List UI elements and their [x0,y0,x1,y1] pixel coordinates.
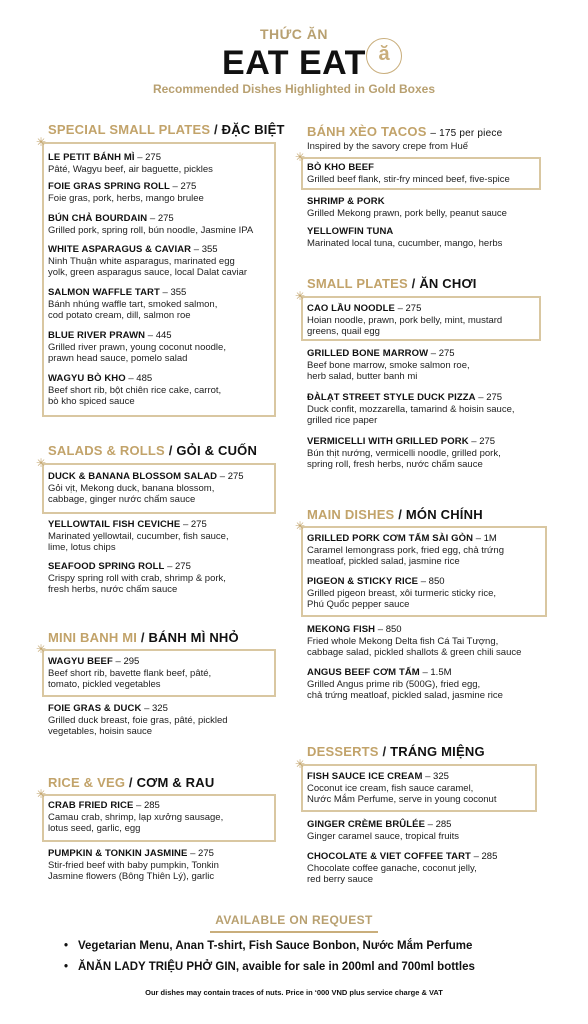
menu-item: PUMPKIN & TONKIN JASMINE – 275 Stir-fried beef with baby pumpkin, Tonkin Jasmine flowers (Bông Thiên Lý), garlic [48,848,273,883]
menu-item: CRAB FRIED RICE – 285 Camau crab, shrimp, lạp xưởng sausage, lotus seed, garlic, egg [48,800,273,835]
menu-item: GRILLED PORK CƠM TẤM SÀI GÒN – 1M Caramel lemongrass pork, fried egg, chả trứng meatloaf, pickled salad, jasmine rice [307,533,545,568]
item-desc: Chocolate coffee ganache, coconut jelly, red berry sauce [307,862,477,885]
item-desc: Grilled duck breast, foie gras, pâté, pickled vegetables, hoisin sauce [48,714,228,737]
item-price: 275 [486,392,503,403]
section-title-special: SPECIAL SMALL PLATES / ĐẶC BIỆT [48,122,285,137]
item-desc: Grilled pork, spring roll, bún noodle, Jasmine IPA [48,224,254,236]
item-name: WAGYU BEEF [48,656,113,667]
menu-item: SEAFOOD SPRING ROLL – 275 Crispy spring roll with crab, shrimp & pork, fresh herbs, nước chấm sauce [48,561,273,596]
section-title-vi: ĐẶC BIỆT [221,122,285,137]
item-price: 275 [198,848,214,859]
item-price: 325 [433,771,449,782]
item-desc: Marinated local tuna, cucumber, mango, herbs [307,237,503,249]
section-title-en: SPECIAL SMALL PLATES [48,122,211,137]
item-price: 275 [157,213,174,224]
item-name: DUCK & BANANA BLOSSOM SALAD [48,471,218,482]
item-name: ANGUS BEEF CƠM TẤM [307,667,420,678]
item-price: 275 [227,471,244,482]
section-title-vi: ĂN CHƠI [419,276,477,291]
page-title: EAT EAT [222,44,366,82]
star-icon: ✳ [295,519,306,533]
section-title-en: MINI BANH MI [48,630,138,645]
section-title-vi: GỎI & CUỐN [176,443,258,458]
item-name: SEAFOOD SPRING ROLL [48,561,165,572]
item-name: YELLOWFIN TUNA [307,226,394,237]
section-title-en: SALADS & ROLLS [48,443,165,458]
menu-item: FOIE GRAS & DUCK – 325 Grilled duck breast, foie gras, pâté, pickled vegetables, hoisin sauce [48,703,273,738]
item-price: 275 [180,181,197,192]
item-desc: Marinated yellowtail, cucumber, fish sauce, lime, lotus chips [48,530,229,553]
section-desc: Inspired by the savory crepe from Huế [307,141,469,152]
item-price: 325 [152,703,168,714]
item-price: 285 [481,851,498,862]
item-desc: Ginger caramel sauce, tropical fruits [307,830,460,842]
menu-item: VERMICELLI WITH GRILLED PORK – 275 Bún thịt nướng, vermicelli noodle, grilled pork, spring roll, fresh herbs, nước chấm sauce [307,436,547,471]
item-name: FISH SAUCE ICE CREAM [307,771,423,782]
section-title-en: RICE & VEG [48,775,126,790]
item-desc: Ninh Thuận white asparagus, marinated egg yolk, green asparagus sauce, local Dalat caviar [48,255,248,278]
fine-print: Our dishes may contain traces of nuts. Price in ‘000 VND plus service charge & VAT [145,988,443,997]
item-desc: Grilled pigeon breast, xôi turmeric sticky rice, Phú Quốc pepper sauce [307,587,497,610]
item-desc: Foie gras, pork, herbs, mango brulee [48,192,204,204]
menu-item: ĐÀLẠT STREET STYLE DUCK PIZZA – 275 Duck confit, mozzarella, tamarind & hoisin sauce, grilled rice paper [307,392,547,427]
section-title-vi: CƠM & RAU [136,775,215,790]
section-title-banhmi: MINI BANH MI / BÁNH MÌ NHỎ [48,630,239,645]
item-desc: Hoian noodle, prawn, pork belly, mint, mustard greens, quail egg [307,314,503,337]
item-name: GRILLED PORK CƠM TẤM SÀI GÒN [307,533,474,544]
item-desc: Grilled Mekong prawn, pork belly, peanut sauce [307,207,507,219]
item-desc: Beef bone marrow, smoke salmon roe, herb salad, butter banh mi [307,359,470,382]
star-icon: ✳ [295,289,306,303]
header-note: Recommended Dishes Highlighted in Gold Boxes [152,82,436,96]
item-price: 275 [479,436,496,447]
item-price: 355 [170,287,187,298]
star-icon: ✳ [295,757,306,771]
star-icon: ✳ [36,135,47,149]
menu-item: WHITE ASPARAGUS & CAVIAR – 355 Ninh Thuận white asparagus, marinated egg yolk, green asparagus sauce, local Dalat caviar [48,244,273,279]
menu-item: WAGYU BEEF – 295 Beef short rib, bavette flank beef, pâté, tomato, pickled vegetables [48,656,273,691]
menu-item: GRILLED BONE MARROW – 275 Beef bone marrow, smoke salmon roe, herb salad, butter banh mi [307,348,547,383]
star-icon: ✳ [36,787,47,801]
bullet-text: Vegetarian Menu, Anan T-shirt, Fish Sauce Bonbon, Nước Mắm Perfume [78,940,473,952]
menu-item: ANGUS BEEF CƠM TẤM – 1.5M Grilled Angus prime rib (500G), fried egg, chả trứng meatloaf, pickled salad, jasmine rice [307,667,557,702]
item-price: 275 [145,152,161,163]
item-desc: Grilled Angus prime rib (500G), fried egg, chả trứng meatloaf, pickled salad, jasmine rice [307,678,503,701]
title-underline [210,931,378,933]
item-name: PIGEON & STICKY RICE [307,576,419,587]
menu-item: DUCK & BANANA BLOSSOM SALAD – 275 Gỏi vịt, Mekong duck, banana blossom, cabbage, ginger nước chấm sauce [48,471,273,506]
item-price: 275 [405,303,422,314]
item-price: 445 [155,330,172,341]
item-desc: Pâté, Wagyu beef, air baguette, pickles [48,163,213,175]
item-name: VERMICELLI WITH GRILLED PORK [307,436,469,447]
item-price: 850 [428,576,445,587]
menu-item [307,162,539,185]
section-title-desserts: DESSERTS / TRÁNG MIỆNG [307,744,485,759]
item-price: 285 [435,819,452,830]
header-subtitle: THỨC ĂN [260,26,328,42]
footer-bullet [64,940,472,952]
menu-item: BÚN CHẢ BOURDAIN – 275 Grilled pork, spring roll, bún noodle, Jasmine IPA [48,213,273,236]
bullet-icon: • [64,961,69,973]
menu-item: SALMON WAFFLE TART – 355 Bánh nhúng waffle tart, smoked salmon, cod potato cream, dill, salmon roe [48,287,273,322]
section-title-en: SMALL PLATES [307,276,408,291]
item-name: CHOCOLATE & VIET COFFEE TART [307,851,471,862]
menu-item: GINGER CRÈME BRÛLÉE – 285 Ginger caramel sauce, tropical fruits [307,819,547,842]
item-desc: Bánh nhúng waffle tart, smoked salmon, cod potato cream, dill, salmon roe [48,298,218,321]
item-name: ĐÀLẠT STREET STYLE DUCK PIZZA [307,392,476,403]
item-price: 275 [175,561,191,572]
item-price: 295 [123,656,140,667]
item-name: GINGER CRÈME BRÛLÉE [307,819,426,830]
item-price: 1.5M [430,667,452,678]
section-title-salads: SALADS & ROLLS / GỎI & CUỐN [48,443,258,458]
menu-item: CHOCOLATE & VIET COFFEE TART – 285 Chocolate coffee ganache, coconut jelly, red berry sauce [307,851,547,886]
item-name: CAO LẦU NOODLE [307,303,395,314]
available-on-request-title: AVAILABLE ON REQUEST [215,913,373,927]
section-title-vi: TRÁNG MIỆNG [390,744,485,759]
item-name: WAGYU BÒ KHO [48,373,126,384]
menu-item: YELLOWTAIL FISH CEVICHE – 275 Marinated yellowtail, cucumber, fish sauce, lime, lotus chips [48,519,273,554]
section-title-en: DESSERTS [307,744,379,759]
section-title-vi: BÁNH MÌ NHỎ [148,630,239,645]
item-name: WHITE ASPARAGUS & CAVIAR [48,244,192,255]
item-price: 285 [143,800,160,811]
item-name: BÒ KHO BEEF [307,162,375,173]
item-name: LE PETIT BÁNH MÌ [48,152,135,163]
item-desc: Duck confit, mozzarella, tamarind & hoisin sauce, grilled rice paper [307,403,515,426]
item-name: BÚN CHẢ BOURDAIN [48,213,148,224]
section-title-en: BÁNH XÈO TACOS [307,124,427,139]
item-price: 275 [438,348,455,359]
item-price: 1M [483,533,497,544]
star-icon: ✳ [36,456,47,470]
item-desc: Crispy spring roll with crab, shrimp & pork, fresh herbs, nước chấm sauce [48,572,226,595]
item-name: CRAB FRIED RICE [48,800,134,811]
item-desc: Beef short rib, bột chiên rice cake, carrot, bò kho spiced sauce [48,384,222,407]
item-name: GRILLED BONE MARROW [307,348,429,359]
item-desc: Coconut ice cream, fish sauce caramel, Nước Mắm Perfume, serve in young coconut [307,782,497,805]
item-name: PUMPKIN & TONKIN JASMINE [48,848,188,859]
menu-item: MEKONG FISH – 850 Fried whole Mekong Delta fish Cá Tai Tượng, cabbage salad, pickled shallots & green chili sauce [307,624,557,659]
item-desc: Gỏi vịt, Mekong duck, banana blossom, cabbage, ginger nước chấm sauce [48,482,215,505]
footer-bullet [64,961,475,973]
section-title-vi: MÓN CHÍNH [405,507,483,522]
section-title-small: SMALL PLATES / ĂN CHƠI [307,276,477,291]
item-desc: Fried whole Mekong Delta fish Cá Tai Tượng, cabbage salad, pickled shallots & green chili sauce [307,635,522,658]
item-name: BLUE RIVER PRAWN [48,330,146,341]
section-title-rice: RICE & VEG / CƠM & RAU [48,775,215,790]
item-price: 850 [385,624,402,635]
menu-item: CAO LẦU NOODLE – 275 Hoian noodle, prawn, pork belly, mint, mustard greens, quail egg [307,303,539,338]
item-name: YELLOWTAIL FISH CEVICHE [48,519,181,530]
menu-item: FOIE GRAS SPRING ROLL – 275 Foie gras, pork, herbs, mango brulee [48,181,273,204]
item-desc: Camau crab, shrimp, lạp xưởng sausage, lotus seed, garlic, egg [48,811,224,834]
section-title-main: MAIN DISHES / MÓN CHÍNH [307,507,483,522]
menu-item: FISH SAUCE ICE CREAM – 325 Coconut ice cream, fish sauce caramel, Nước Mắm Perfume, serve in young coconut [307,771,535,806]
item-desc: Beef short rib, bavette flank beef, pâté, tomato, pickled vegetables [48,667,212,690]
star-icon: ✳ [295,150,306,164]
item-price: 485 [136,373,153,384]
item-desc: Caramel lemongrass pork, fried egg, chả trứng meatloaf, pickled salad, jasmine rice [307,544,504,567]
item-desc: Grilled beef flank, stir-fry minced beef, five-spice [307,173,510,185]
item-price: 275 [190,519,207,530]
item-name: FOIE GRAS & DUCK [48,703,142,714]
anan-logo-icon: ă [366,38,402,74]
item-price: 355 [201,244,218,255]
section-price-note: – 175 per piece [430,128,503,139]
section-title-en: MAIN DISHES [307,507,395,522]
menu-item: LE PETIT BÁNH MÌ – 275 Pâté, Wagyu beef, air baguette, pickles [48,152,273,175]
menu-item: PIGEON & STICKY RICE – 850 Grilled pigeon breast, xôi turmeric sticky rice, Phú Quốc pepper sauce [307,576,545,611]
item-name: FOIE GRAS SPRING ROLL [48,181,170,192]
section-title-tacos [307,124,502,139]
menu-item [307,226,539,249]
menu-item: BLUE RIVER PRAWN – 445 Grilled river prawn, young coconut noodle, prawn head sauce, pomelo salad [48,330,273,365]
menu-item: WAGYU BÒ KHO – 485 Beef short rib, bột chiên rice cake, carrot, bò kho spiced sauce [48,373,273,408]
item-name: MEKONG FISH [307,624,376,635]
menu-item [307,196,539,219]
item-desc: Grilled river prawn, young coconut noodle, prawn head sauce, pomelo salad [48,341,226,364]
bullet-text: ĂNĂN LADY TRIỆU PHỞ GIN, avaible for sale in 200ml and 700ml bottles [78,961,475,973]
bullet-icon: • [64,940,69,952]
item-name: SHRIMP & PORK [307,196,385,207]
item-name: SALMON WAFFLE TART [48,287,160,298]
item-desc: Bún thịt nướng, vermicelli noodle, grilled pork, spring roll, fresh herbs, nước chấm sauce [307,447,501,470]
item-desc: Stir-fried beef with baby pumpkin, Tonkin Jasmine flowers (Bông Thiên Lý), garlic [48,859,219,882]
star-icon: ✳ [36,642,47,656]
